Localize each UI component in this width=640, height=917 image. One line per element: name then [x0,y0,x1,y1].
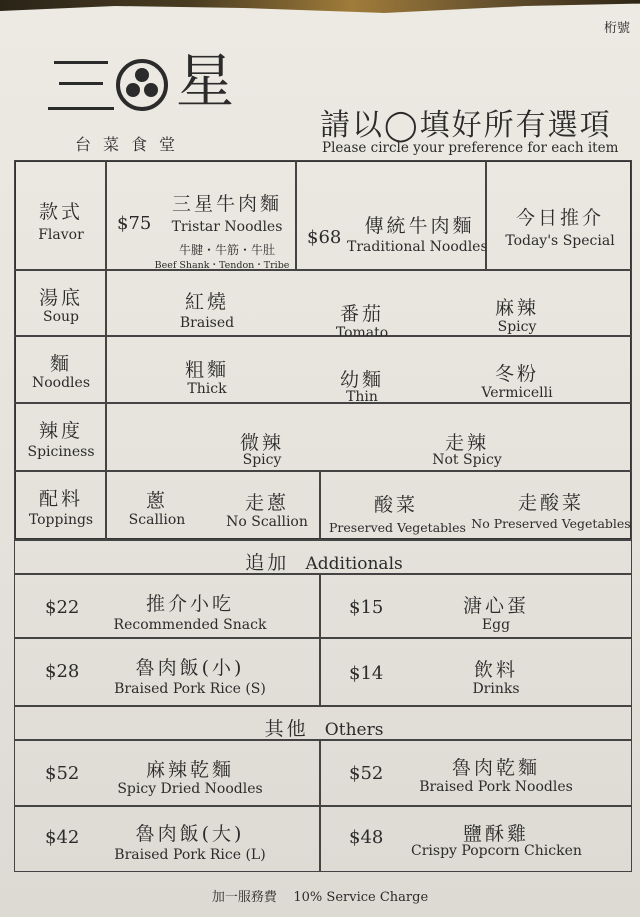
instruction-subtitle: Please circle your preference for each item [322,140,619,156]
additional-item[interactable]: $22 推介小吃 Recommended Snack [14,574,320,638]
noodles-options-cell: 粗麵 Thick 幼麵 Thin 冬粉 Vermicelli [106,336,632,403]
additional-item[interactable]: $28 魯肉飯(小) Braised Pork Rice (S) [14,638,320,706]
noodles-label-cell: 麵 Noodles [14,336,106,403]
additional-item[interactable]: $14 飲料 Drinks [320,638,632,706]
flavor-option-traditional[interactable]: $68 傳統牛肉麵 Traditional Noodles [296,160,486,270]
logo-three-character [48,55,114,115]
spiciness-options-cell: 微辣 Spicy 走辣 Not Spicy [106,403,632,471]
service-charge-note [0,886,640,905]
service-charge-en: 10% Service Charge [293,890,429,905]
other-item[interactable]: $48 鹽酥雞 Crispy Popcorn Chicken [320,806,632,872]
soup-label-cell: 湯底 Soup [14,270,106,336]
restaurant-subtitle: 台菜食堂 [75,135,188,154]
service-charge-zh: 加一服務費 [211,890,277,905]
flavor-option-special[interactable]: 今日推介 Today's Special [486,160,632,270]
additional-item[interactable]: $15 溏心蛋 Egg [320,574,632,638]
flavor-label-cell: 款式 Flavor [14,160,106,270]
additionals-title-zh: 追加 [245,552,290,574]
others-title-zh: 其他 [264,718,309,740]
others-header [14,706,632,740]
soup-options-cell: 紅燒 Braised 番茄 Tomato 麻辣 Spicy [106,270,632,336]
others-title-en: Others [324,720,384,740]
flavor-option-tristar[interactable]: $75 三星牛肉麵 Tristar Noodles 牛腱・牛筋・牛肚 Beef Shank・Tendon・Tribe [106,160,296,270]
toppings-vegetables-cell: 酸菜 Preserved Vegetables 走酸菜 No Preserved Vegetables [320,471,632,540]
additionals-header [14,540,632,574]
ticket-number-label: 桁號 [603,21,630,36]
other-item[interactable]: $52 麻辣乾麵 Spicy Dried Noodles [14,740,320,806]
additionals-title-en: Additionals [305,554,403,574]
other-item[interactable]: $42 魯肉飯(大) Braised Pork Rice (L) [14,806,320,872]
logo-star-character: 星 [176,47,235,115]
other-item[interactable]: $52 魯肉乾麵 Braised Pork Noodles [320,740,632,806]
tristar-emblem-icon [116,59,168,111]
toppings-label-cell: 配料 Toppings [14,471,106,540]
spiciness-label-cell: 辣度 Spiciness [14,403,106,471]
instruction-title: 請以◯填好所有選項 [320,108,612,143]
toppings-scallion-cell: 蔥 Scallion 走蔥 No Scallion [106,471,320,540]
